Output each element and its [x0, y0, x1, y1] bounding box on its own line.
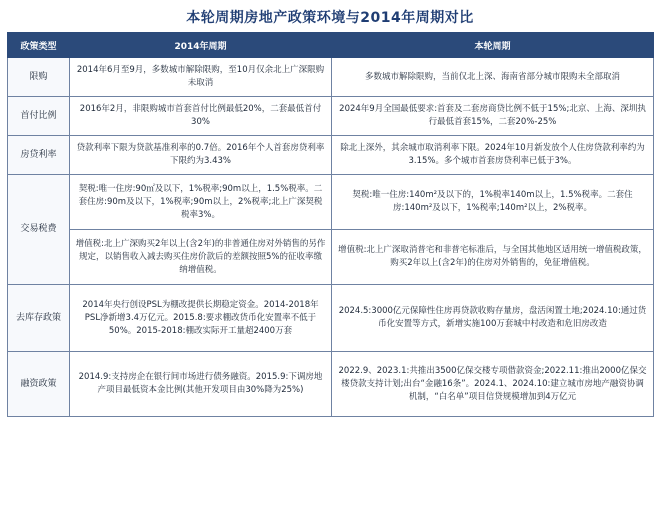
- header-current-cycle: 本轮周期: [332, 33, 654, 58]
- cell-2014-purchase-limit: 2014年6月至9月，多数城市解除限购，至10月仅余北上广深限购未取消: [70, 58, 332, 97]
- table-row-mortgage-rate: [8, 136, 654, 175]
- table-row-down-payment: [8, 97, 654, 136]
- table-row-deed-tax: [8, 175, 654, 230]
- row-label-purchase-limit: 限购: [8, 58, 70, 97]
- row-label-mortgage-rate: 房贷利率: [8, 136, 70, 175]
- cell-current-financing: 2022.9、2023.1:共推出3500亿保交楼专项借款资金;2022.11:推出2000亿保交楼贷款支持计划;出台“金融16条”。2024.1、2024.10:建立城市房地产融资协调机制，“白名单”项目信贷规模增加到4万亿元: [332, 352, 654, 417]
- cell-2014-financing: 2014.9:支持房企在银行间市场进行债务融资。2015.9:下调房地产项目最低资本金比例(其他开发项目由30%降为25%): [70, 352, 332, 417]
- table-row-financing: [8, 352, 654, 417]
- row-label-destocking: 去库存政策: [8, 285, 70, 352]
- cell-2014-deed-tax: 契税:唯一住房:90㎡及以下，1%税率;90m以上，1.5%税率。二套住房:90m及以下，1%税率;90m以上，2%税率;北上广深契税税率3%。: [70, 175, 332, 230]
- cell-current-down-payment: 2024年9月全国最低要求:首套及二套房商贷比例不低于15%;北京、上海、深圳执行最低首套15%，二套20%-25%: [332, 97, 654, 136]
- cell-current-deed-tax: 契税:唯一住房:140m²及以下的，1%税率140m以上，1.5%税率。二套住房:140m²及以下，1%税率;140m²以上，2%税率。: [332, 175, 654, 230]
- header-policy-type: 政策类型: [8, 33, 70, 58]
- cell-current-mortgage-rate: 除北上深外，其余城市取消利率下限。2024年10月新发放个人住房贷款利率约为3.15%。多个城市首套房贷利率已低于3%。: [332, 136, 654, 175]
- cell-2014-destocking: 2014年央行创设PSL为棚改提供长期稳定资金。2014-2018年PSL净新增3.4万亿元。2015.8:要求棚改货币化安置率不低于50%。2015-2018:棚改实际开工量超2400万套: [70, 285, 332, 352]
- cell-2014-mortgage-rate: 贷款利率下限为贷款基准利率的0.7倍。2016年个人首套房贷利率下限约为3.43%: [70, 136, 332, 175]
- table-row-destocking: [8, 285, 654, 352]
- page-title: 本轮周期房地产政策环境与2014年周期对比: [186, 10, 474, 26]
- cell-current-vat: 增值税:北上广深取消普宅和非普宅标准后，与全国其他地区适用统一增值税政策，购买2年以上(含2年)的住房对外销售的，免征增值税。: [332, 230, 654, 285]
- table-header-row: [8, 33, 654, 58]
- table-row-purchase-limit: [8, 58, 654, 97]
- policy-comparison-table: [7, 32, 654, 417]
- row-label-financing: 融资政策: [8, 352, 70, 417]
- row-label-down-payment: 首付比例: [8, 97, 70, 136]
- row-label-transaction-tax: 交易税费: [8, 175, 70, 285]
- table-row-vat: [8, 230, 654, 285]
- cell-current-purchase-limit: 多数城市解除限购，当前仅北上深、海南省部分城市限购未全部取消: [332, 58, 654, 97]
- cell-2014-vat: 增值税:北上广深购买2年以上(含2年)的非普通住房对外销售的另作规定，以销售收入减去购买住房价款后的差额按照5%的征收率缴纳增值税。: [70, 230, 332, 285]
- cell-current-destocking: 2024.5:3000亿元保障性住房再贷款收购存量房，盘活闲置土地;2024.10:通过货币化安置等方式，新增实施100万套城中村改造和危旧房改造: [332, 285, 654, 352]
- cell-2014-down-payment: 2016年2月，非限购城市首套首付比例最低20%，二套最低首付30%: [70, 97, 332, 136]
- header-2014-cycle: 2014年周期: [70, 33, 332, 58]
